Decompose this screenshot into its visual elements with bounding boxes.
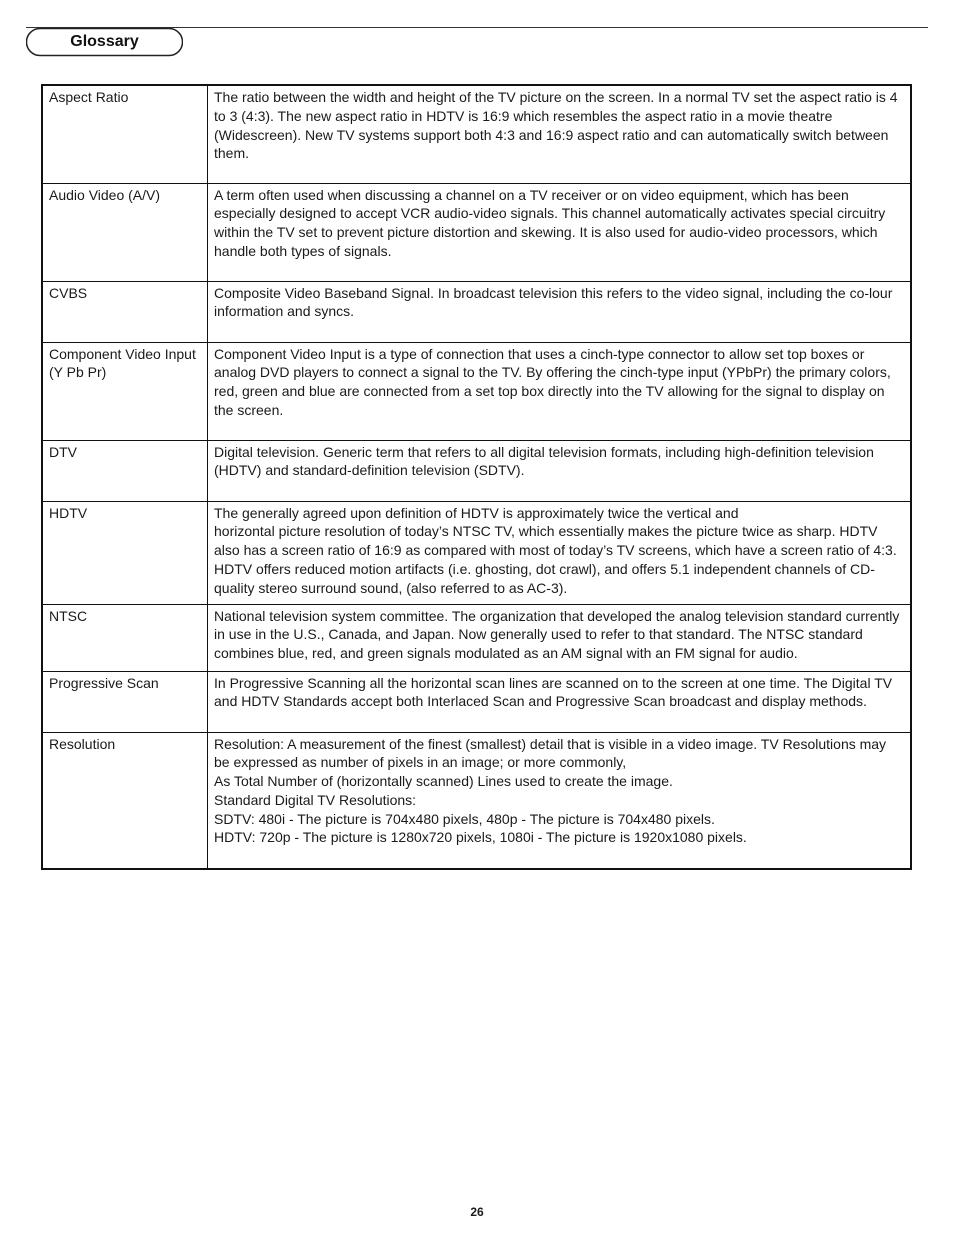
glossary-term: NTSC <box>42 604 208 671</box>
glossary-definition: The generally agreed upon definition of HDTV is approximately twice the vertical and horizontal picture resolution of today’s NTSC TV, which essentially makes the picture twice as sharp. HDTV also has a screen ratio of 16:9 as compared with most of today’s TV screens, which have a screen ratio of 4:3. HDTV offers reduced motion artifacts (i.e. ghosting, dot crawl), and offers 5.1 independent channels of CD-quality stereo surround sound, (also referred to as AC-3). <box>208 501 912 604</box>
glossary-term: DTV <box>42 440 208 501</box>
glossary-definition: Component Video Input is a type of connection that uses a cinch-type connector to allow set top boxes or analog DVD players to connect a signal to the TV. By offering the cinch-type input (YPbPr) the primary colors, red, green and blue are connected from a set top box directly into the TV allowing for the signal to display on the screen. <box>208 342 912 440</box>
page-title: Glossary <box>70 33 139 50</box>
table-row <box>42 671 911 732</box>
table-row <box>42 342 911 440</box>
table-row <box>42 85 911 183</box>
glossary-term: Resolution <box>42 732 208 869</box>
glossary-definition: In Progressive Scanning all the horizontal scan lines are scanned on to the screen at one time. The Digital TV and HDTV Standards accept both Interlaced Scan and Progressive Scan broadcast and display methods. <box>208 671 912 732</box>
table-row <box>42 732 911 869</box>
glossary-term: Component Video Input (Y Pb Pr) <box>42 342 208 440</box>
glossary-term: Aspect Ratio <box>42 85 208 183</box>
glossary-term: Progressive Scan <box>42 671 208 732</box>
glossary-definition: The ratio between the width and height of the TV picture on the screen. In a normal TV set the aspect ratio is 4 to 3 (4:3). The new aspect ratio in HDTV is 16:9 which resembles the aspect ratio in a movie theatre (Widescreen). New TV systems support both 4:3 and 16:9 aspect ratio and can automatically switch between them. <box>208 85 912 183</box>
table-row <box>42 604 911 671</box>
table-row <box>42 281 911 342</box>
glossary-term: CVBS <box>42 281 208 342</box>
glossary-term: HDTV <box>42 501 208 604</box>
table-row <box>42 501 911 604</box>
table-row <box>42 183 911 281</box>
page-number: 26 <box>470 1205 484 1219</box>
glossary-definition: Composite Video Baseband Signal. In broadcast television this refers to the video signal, including the co-lour information and syncs. <box>208 281 912 342</box>
glossary-definition: A term often used when discussing a channel on a TV receiver or on video equipment, which has been especially designed to accept VCR audio-video signals. This channel automatically activates special circuitry within the TV set to prevent picture distortion and skewing. It is also used for audio-video processors, which handle both types of signals. <box>208 183 912 281</box>
glossary-definition: Digital television. Generic term that refers to all digital television formats, including high-definition television (HDTV) and standard-definition television (SDTV). <box>208 440 912 501</box>
glossary-table <box>41 84 912 870</box>
glossary-term: Audio Video (A/V) <box>42 183 208 281</box>
glossary-definition: National television system committee. The organization that developed the analog television standard currently in use in the U.S., Canada, and Japan. Now generally used to refer to that standard. The NTSC standard combines blue, red, and green signals modulated as an AM signal with an FM signal for audio. <box>208 604 912 671</box>
table-row <box>42 440 911 501</box>
glossary-definition: Resolution: A measurement of the finest (smallest) detail that is visible in a video image. TV Resolutions may be expressed as number of pixels in an image; or more commonly, As Total Number of (horizontally scanned) Lines used to create the image. Standard Digital TV Resolutions: SDTV: 480i - The picture is 704x480 pixels, 480p - The picture is 704x480 pixels. HDTV: 720p - The picture is 1280x720 pixels, 1080i - The picture is 1920x1080 pixels. <box>208 732 912 869</box>
